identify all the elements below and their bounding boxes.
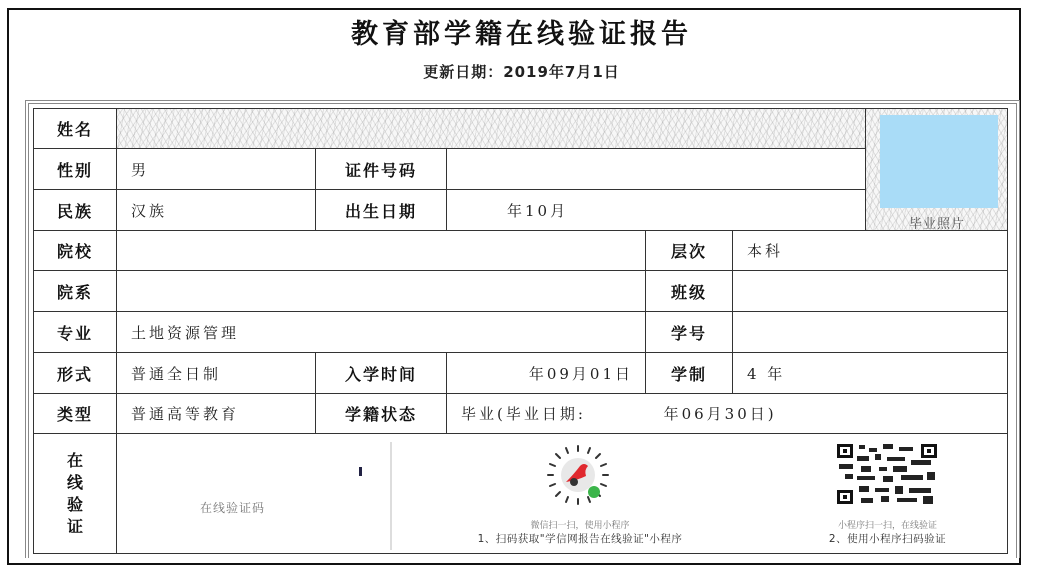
value-enrollment-date: 年09月01日 — [447, 353, 646, 394]
value-name — [117, 108, 866, 149]
vlabel-char: 证 — [66, 516, 83, 536]
vlabel-char: 线 — [66, 472, 83, 492]
label-birth-date: 出生日期 — [316, 190, 447, 231]
value-major: 土地资源管理 — [117, 312, 646, 353]
step1-text: 1、扫码获取"学信网报告在线验证"小程序 — [477, 533, 683, 545]
graduation-photo — [880, 115, 998, 208]
value-school — [117, 231, 646, 271]
mini-program-code-icon — [528, 444, 628, 506]
label-duration: 学制 — [646, 353, 733, 394]
photo-label: 毕业照片 — [908, 217, 965, 232]
label-ethnicity: 民族 — [33, 190, 117, 231]
vlabel-char: 在 — [66, 450, 83, 470]
report-title: 教育部学籍在线验证报告 — [351, 19, 692, 50]
label-school: 院校 — [33, 231, 117, 271]
vlabel-char: 验 — [66, 494, 83, 514]
verification-code-label: 在线验证码 — [200, 501, 266, 515]
label-id-number: 证件号码 — [316, 149, 447, 190]
value-ethnicity: 汉族 — [117, 190, 316, 231]
value-student-id — [733, 312, 1008, 353]
value-department — [117, 271, 646, 312]
label-major: 专业 — [33, 312, 117, 353]
step2-text: 2、使用小程序扫码验证 — [828, 533, 947, 545]
value-gender: 男 — [117, 149, 316, 190]
label-enrollment-date: 入学时间 — [316, 353, 447, 394]
value-class — [733, 271, 1008, 312]
label-status: 学籍状态 — [316, 394, 447, 434]
value-level: 本科 — [733, 231, 1008, 271]
label-study-mode: 形式 — [33, 353, 117, 394]
value-type: 普通高等教育 — [117, 394, 316, 434]
label-student-id: 学号 — [646, 312, 733, 353]
label-name: 姓名 — [33, 108, 117, 149]
update-date: 更新日期：2019年7月1日 — [423, 63, 620, 81]
label-type: 类型 — [33, 394, 117, 434]
value-id-number — [447, 149, 866, 190]
label-level: 层次 — [646, 231, 733, 271]
value-duration: 4 年 — [733, 353, 1008, 394]
value-study-mode: 普通全日制 — [117, 353, 316, 394]
qr-code-icon — [835, 442, 939, 506]
value-birth-date: 年10月 — [447, 190, 866, 231]
label-department: 院系 — [33, 271, 117, 312]
label-gender: 性别 — [33, 149, 117, 190]
label-online-verification — [33, 434, 117, 554]
verification-separator — [390, 442, 392, 550]
label-class: 班级 — [646, 271, 733, 312]
value-status: 毕业(毕业日期: 年06月30日) — [447, 394, 1008, 434]
step2-hint: 小程序扫一扫，在线验证 — [837, 521, 937, 531]
verification-code-value — [359, 467, 362, 476]
step1-hint: 微信扫一扫，使用小程序 — [530, 521, 630, 531]
